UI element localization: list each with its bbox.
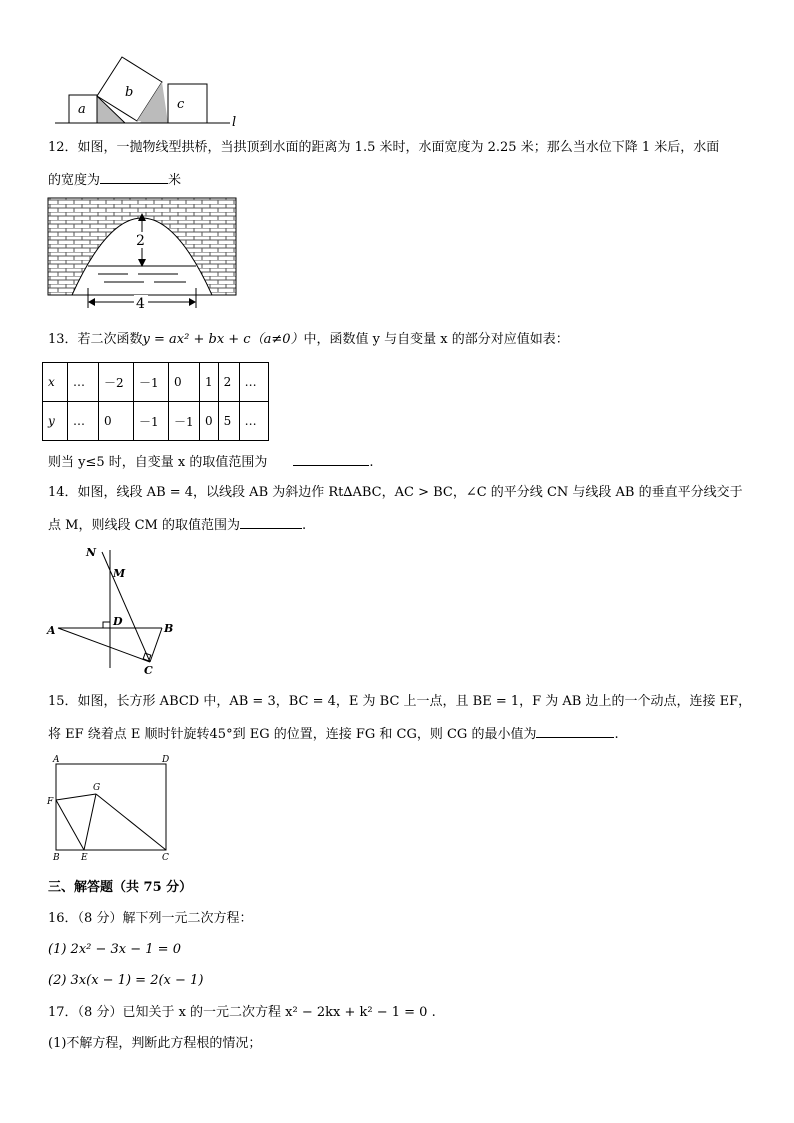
table-row xyxy=(43,402,269,441)
section-title: 三、解答题（共 75 分） xyxy=(48,880,193,895)
table-cell: 1 xyxy=(200,363,219,402)
table-cell: －1 xyxy=(134,363,169,402)
q16-item-1: (1) 2x² − 3x − 1 = 0 xyxy=(48,942,181,957)
q14-line2-after: . xyxy=(301,518,307,533)
q13-after-text: 则当 y≤5 时，自变量 x 的取值范围为 xyxy=(48,455,268,470)
q13-prefix: 13．若二次函数 xyxy=(48,332,143,347)
table-cell: 0 xyxy=(99,402,134,441)
table-cell: 0 xyxy=(169,363,200,402)
q12-line1: 12．如图，一抛物线型拱桥，当拱顶到水面的距离为 1.5 米时，水面宽度为 2.25 米；那么当水位下降 1 米后，水面 xyxy=(48,140,720,155)
q15-line2-after: . xyxy=(614,727,619,742)
answer-blank xyxy=(293,453,369,466)
label-g: G xyxy=(93,783,101,793)
arch-bridge-figure xyxy=(46,196,240,314)
q16-item-2: (2) 3x(x − 1) = 2(x − 1) xyxy=(48,973,204,988)
segment-eg xyxy=(84,794,96,850)
label-n: N xyxy=(86,546,97,559)
q14-line2 xyxy=(48,516,306,534)
segment-ef xyxy=(56,800,84,850)
q13-after-table xyxy=(48,453,374,471)
label-d: D xyxy=(113,615,123,628)
label-b: b xyxy=(125,85,134,100)
table-cell: －2 xyxy=(99,363,134,402)
label-e: E xyxy=(81,853,88,863)
angle-bisector-cn xyxy=(102,552,150,662)
q16-title: 16．（8 分）解下列一元二次方程： xyxy=(48,911,253,926)
table-cell: … xyxy=(68,402,99,441)
table-cell: … xyxy=(239,402,268,441)
table-row xyxy=(43,363,269,402)
label-b: B xyxy=(164,622,174,635)
label-a: a xyxy=(78,102,86,117)
label-c: C xyxy=(162,853,169,863)
q14-figure xyxy=(44,544,184,678)
label-m: M xyxy=(113,567,126,580)
q15-line1: 15．如图，长方形 ABCD 中，AB = 3，BC = 4，E 为 BC 上一点，且 BE = 1，F 为 AB 边上的一个动点，连接 EF， xyxy=(48,694,752,709)
q13-formula: y = ax² + bx + c（a≠0） xyxy=(142,332,304,347)
label-a: A xyxy=(53,755,60,765)
q14-line2-before: 点 M，则线段 CM 的取值范围为 xyxy=(48,518,240,533)
label-c: c xyxy=(177,97,185,112)
q15-figure xyxy=(44,752,179,864)
q17-title: 17．（8 分）已知关于 x 的一元二次方程 x² − 2kx + k² − 1 = 0 . xyxy=(48,1005,436,1020)
table-cell: … xyxy=(239,363,268,402)
table-cell: －1 xyxy=(169,402,200,441)
q12-line2-after: 米 xyxy=(168,173,182,188)
q15-line2 xyxy=(48,725,619,743)
q15-line2-before: 将 EF 绕着点 E 顺时针旋转45°到 EG 的位置，连接 FG 和 CG，则 CG 的最小值为 xyxy=(48,727,537,742)
answer-blank xyxy=(536,725,614,738)
table-cell: x xyxy=(43,363,68,402)
label-a: A xyxy=(47,624,56,637)
table-cell: 0 xyxy=(200,402,219,441)
q12-line2-before: 的宽度为 xyxy=(48,173,101,188)
answer-blank xyxy=(100,171,168,184)
answer-blank xyxy=(240,516,302,529)
label-f: F xyxy=(47,797,54,807)
q12-line2 xyxy=(48,171,181,189)
label-b: B xyxy=(53,853,60,863)
value-table xyxy=(42,362,269,441)
table-cell: 5 xyxy=(218,402,239,441)
square-c xyxy=(168,84,207,123)
squares-on-line-figure xyxy=(55,50,245,130)
label-d: D xyxy=(162,755,170,765)
table-cell: 2 xyxy=(218,363,239,402)
table-cell: －1 xyxy=(134,402,169,441)
q14-line1: 14．如图，线段 AB = 4，以线段 AB 为斜边作 Rt∆ABC，AC > BC，∠C 的平分线 CN 与线段 AB 的垂直平分线交于 xyxy=(48,485,743,500)
label-l: l xyxy=(232,115,237,130)
table-cell: … xyxy=(68,363,99,402)
q17-item-1: (1)不解方程，判断此方程根的情况； xyxy=(48,1036,262,1051)
q13-after-blank: . xyxy=(369,455,374,470)
height-label: 2 xyxy=(136,233,145,249)
q13-line xyxy=(48,332,569,348)
segment-fg xyxy=(56,794,96,800)
table-cell: y xyxy=(43,402,68,441)
segment-cg xyxy=(96,794,166,850)
width-label: 4 xyxy=(136,296,145,312)
label-c: C xyxy=(144,664,153,677)
q13-suffix: 中，函数值 y 与自变量 x 的部分对应值如表： xyxy=(303,332,569,347)
